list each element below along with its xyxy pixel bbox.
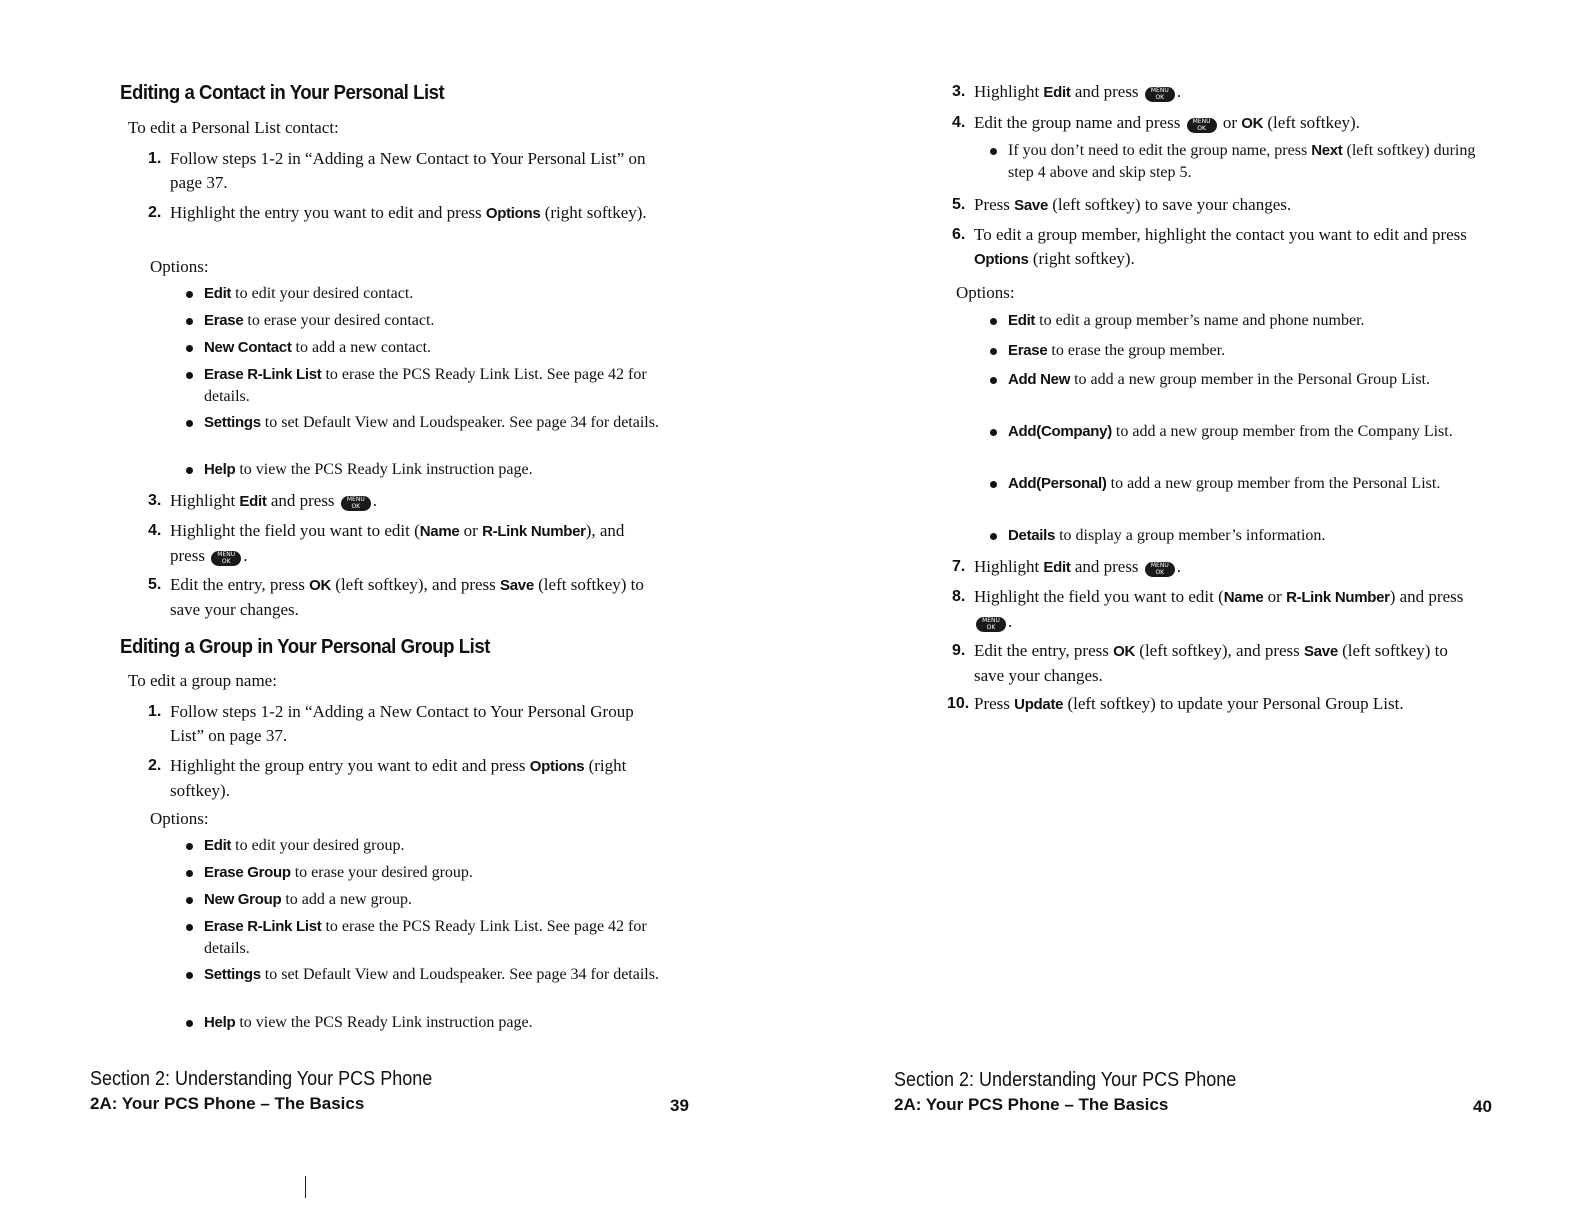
step-1: 1. Follow steps 1-2 in “Adding a New Contact to Your Personal Group List” on page 37. [148,702,634,745]
step-6: 6. To edit a group member, highlight the contact you want to edit and press Options (right softkey). [952,225,1467,268]
section-heading-edit-group: Editing a Group in Your Personal Group List [120,636,490,658]
step-5: 5. Press Save (left softkey) to save your changes. [952,195,1292,214]
options-label: Options: [150,257,209,276]
intro-text: To edit a group name: [128,671,277,690]
step-10: 10. Press Update (left softkey) to update your Personal Group List. [947,694,1404,713]
step-8: 8. Highlight the field you want to edit (Name or R-Link Number) and press MENU OK . [952,587,1464,631]
step-4: 4. Highlight the field you want to edit (Name or R-Link Number), and press MENU OK . [148,521,625,565]
option-bullet: Erase to erase your desired contact. [204,310,674,332]
option-bullet: Erase to erase the group member. [1008,340,1488,362]
step-3: 3. Highlight Edit and press MENU OK . [148,491,378,510]
option-bullet: New Group to add a new group. [204,889,674,911]
page-number: 39 [670,1096,689,1115]
step-3: 3. Highlight Edit and press MENU OK . [952,82,1182,101]
footer-section-title: Section 2: Understanding Your PCS Phone [894,1069,1237,1091]
options-label: Options: [956,283,1015,302]
menu-ok-key-icon: MENU OK [976,617,1006,632]
option-bullet: Help to view the PCS Ready Link instruction page. [204,1012,674,1034]
intro-text: To edit a Personal List contact: [128,118,339,137]
option-bullet: Details to display a group member’s information. [1008,525,1488,547]
menu-ok-key-icon: MENU OK [1145,87,1175,102]
option-bullet: Edit to edit your desired contact. [204,283,674,305]
option-bullet: New Contact to add a new contact. [204,337,674,359]
step-4: 4. Edit the group name and press MENU OK or OK (left softkey). [952,113,1360,132]
footer-chapter-title: 2A: Your PCS Phone – The Basics [894,1095,1169,1114]
option-bullet: Edit to edit your desired group. [204,835,674,857]
step-1: 1. Follow steps 1-2 in “Adding a New Contact to Your Personal List” on page 37. [148,149,646,192]
footer-chapter-title: 2A: Your PCS Phone – The Basics [90,1094,365,1113]
page-number: 40 [1473,1097,1492,1116]
section-heading-edit-contact: Editing a Contact in Your Personal List [120,82,445,104]
menu-ok-key-icon: MENU OK [1187,118,1217,133]
option-bullet: Settings to set Default View and Loudspeaker. See page 34 for details. [204,412,674,434]
scan-artifact [305,1176,306,1198]
step-7: 7. Highlight Edit and press MENU OK . [952,557,1182,576]
menu-ok-key-icon: MENU OK [341,496,371,511]
step-2: 2. Highlight the entry you want to edit and press Options (right softkey). [148,203,647,222]
menu-ok-key-icon: MENU OK [1145,562,1175,577]
keyword-options: Options [485,205,541,222]
step-9: 9. Edit the entry, press OK (left softkey), and press Save (left softkey) to save your changes. [952,641,1448,685]
step-5: 5. Edit the entry, press OK (left softkey), and press Save (left softkey) to save your changes. [148,575,644,619]
option-bullet: Add(Company) to add a new group member from the Company List. [1008,421,1458,443]
option-bullet: Edit to edit a group member’s name and phone number. [1008,310,1488,332]
step-2: 2. Highlight the group entry you want to edit and press Options (right softkey). [148,756,627,800]
step-4-note-bullet: If you don’t need to edit the group name, press Next (left softkey) during step 4 above and skip step 5. [1008,140,1478,184]
menu-ok-key-icon: MENU OK [211,551,241,566]
option-bullet: Add(Personal) to add a new group member from the Personal List. [1008,473,1458,495]
footer-section-title: Section 2: Understanding Your PCS Phone [90,1068,433,1090]
right-page [792,0,1584,1224]
step-text: Follow steps 1-2 in “Adding a New Contact to Your Personal List” on page 37. [170,149,646,192]
options-label: Options: [150,809,209,828]
option-bullet: Add New to add a new group member in the Personal Group List. [1008,369,1488,391]
option-bullet: Erase R-Link List to erase the PCS Ready Link List. See page 42 for details. [204,364,674,408]
option-bullet: Erase R-Link List to erase the PCS Ready Link List. See page 42 for details. [204,916,674,960]
option-bullet: Help to view the PCS Ready Link instruction page. [204,459,674,481]
option-bullet: Erase Group to erase your desired group. [204,862,674,884]
option-bullet: Settings to set Default View and Loudspeaker. See page 34 for details. [204,964,674,986]
